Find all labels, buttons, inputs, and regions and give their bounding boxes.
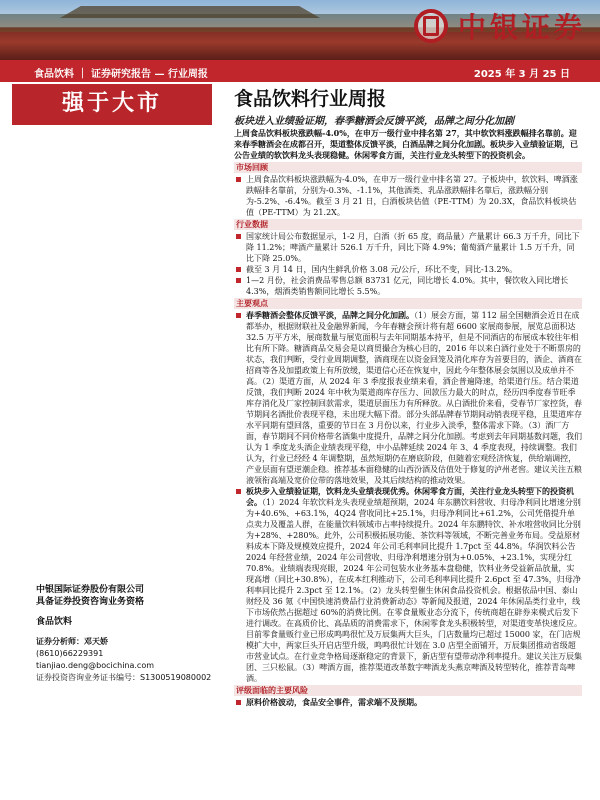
section-risks: 评级面临的主要风险 [234, 685, 582, 696]
qualification: 具备证券投资咨询业务资格 [36, 597, 145, 607]
lead-paragraph: 上周食品饮料板块涨跌幅-4.0%，在申万一级行业中排名第 27，其中软饮料涨跌幅排名靠前。迎来春季糖酒会在成都召开，渠道整体反馈平淡，白酒品牌之间分化加剧。板块步入业绩验证期，已公告业绩的软饮料龙头表现稳健。休闲零食方面，关注行业龙头转型下的投资机会。 [234, 128, 578, 160]
view-text: （1）2024 年软饮料龙头表现业绩超预期，2024 年东鹏饮料营收、归母净利同比增速分别为+40.6%、+63.1%，4Q24 营收同比+25.1%，归母净利同比+61.2%，公司凭借提升单点卖力及覆盖人群，在能量饮料领域市占率持续提升。2024 年东鹏特饮、补水啦营收同比分别为+28%、+280%。此外，公司积极拓展功能、茶饮料等领域，不断完善业务布局。受益原材料成本下降及规模效应提升，2024 年公司毛利率同比提升 1.7pct 至 44.8%。华润饮料公告 2024 年经营业绩，2024 年公司营收、归母净利增速分别为+0.05%、+23.1%，实现分红 70.8%。业绩端表现亮眼，2024 年公司包装水业务基本盘稳健，饮料业务受益新品放量，实现高增（同比+30.8%），在成本红利推动下，公司毛利率同比提升 2.6pct 至 47.3%，归母净利率同比提升 2.3pct 至 12.1%。（2）龙头转型催生休闲食品投资机会。根据依品中国、泰山财经及 36 氪《中国快速消费品行业消费新动态》等新闻及报道，2024 年休闲品类行业中，线下市场依然占据超过 60%的消费比例。在零食量贩业态分流下，传统商超在辟券来模式后发下进行调改。在高质价比、高品质的消费需求下，休闲零食龙头积极转型，对渠道变革快速反应。目前零食量贩行业已形成鸣鸣很忙及万辰集两大巨头，门店数量均已超过 15000 家，在门店规模扩大中，两家巨头开启店型升级，鸣鸣很忙计划在 3.0 店型全面铺开，万辰集团推动省级超市营业试点。在行业竞争格局逐渐稳定的背景下，新店型有望带动净利率提升。建议关注万辰集团、三只松鼠。（3）啤酒方面，推荐渠道改革数字啤酒龙头燕京啤酒及转型转化，推荐青岛啤酒。 [246, 498, 582, 683]
sidebar-info [36, 584, 226, 684]
company-name: 中银国际证券股份有限公司 [36, 585, 145, 595]
analyst-name: 证券分析师：邓天娇 [36, 637, 108, 646]
bank-logo-icon [414, 9, 448, 43]
industry-label: 食品饮料 [36, 617, 73, 627]
section-data: 行业数据 [234, 219, 582, 230]
report-topbar [0, 60, 600, 82]
data-bullet: 国家统计局公布数据显示，1-2 月，白酒（折 65 度，商品量）产量累计 66.3 万千升，同比下降 11.2%；啤酒产量累计 526.1 万千升，同比下降 4.9%；葡萄酒产量累计 1.5 万千升，同比下降 25.0%。 [234, 231, 582, 264]
section-views: 主要观点 [234, 298, 582, 309]
view-bullet [234, 486, 582, 684]
analyst-license: 证券投资咨询业务证书编号：S1300519080002 [36, 673, 212, 682]
report-category: 食品饮料 ｜ 证券研究报告 — 行业周报 [34, 69, 208, 80]
analyst-phone: (8610)66229391 [36, 649, 104, 658]
view-lead: 春季糖酒会整体反馈平淡，品牌之间分化加剧。 [246, 310, 414, 320]
data-bullet: 1—2 月份，社会消费品零售总额 83731 亿元，同比增长 4.0%。其中，餐饮收入同比增长 4.3%，烟酒类销售额同比增长 5.5%。 [234, 275, 582, 297]
section-market: 市场回顾 [234, 162, 582, 173]
eaves-graphic [60, 6, 320, 18]
logo-text: 中银证券 [457, 11, 586, 44]
analyst-email[interactable]: tianjiao.deng@bocichina.com [36, 661, 155, 670]
view-text: （1）展会方面，第 112 届全国糖酒会近日在成都举办，根据财联社及金融界新闻，今年春糖会预计将有超 6600 家展商参展，展览总面积达 32.5 万平方米，展商数量与展览面积与去年同期基本持平，但是不同酒店的布展成本较往年相比有所下降。糖酒商品交易会是以商贸撮合为核心目的，2016 年以来白酒行业处于不断票房的状态，我们判断，受行业周期调整，酒商现在以资金回笼及消化库存为首要目的，酒企、酒商在招商等各及加盟政策上有所放缓，渠道信心还在恢复中，因此今年整体展会氛围以及成单并不高。（2）渠道方面，从 2024 年 3 季度报表业绩来看，酒企普遍降速，给渠道行压。结合渠道反馈，我们判断 2024 年中秋为渠道商库存压力、回款压力最大的时点，经历四季度春节旺季库存消化及厂家控制回款需求，渠道层面压力有所释放。从白酒批价来看，受春节厂家控货，春节期间名酒批价表现平稳，未出现大幅下滑。部分头部品牌春节期间动销表现平稳，且渠道库存水平同期有望回落，重要的节日在 3 月份以来，行业步入淡季，整体需求下降。（3）酒厂方面，春节期间不同价格带名酒集中度提升，品牌之间分化加剧。考虑到去年同期基数问题，我们认为 1 季度龙头酒企业绩表现平稳，中小品牌延续 2024 年 3、4 季度表现，持续调整。我们认为，行业已经经 4 年调整期，虽然短期仍在磨底阶段，但随着宏观经济恢复，供给端调控，产业层面有望逆潮企稳。推荐基本面稳健的山西汾酒及估值处于修复的泸州老窖。建议关注五粮液领衔高端及宽价位带的落地效果，及其后续结构的推动效果。 [246, 311, 582, 485]
company-logo [414, 6, 586, 46]
view-lead: 板块步入业绩验证期，饮料龙头业绩表现优秀。休闲零食方面，关注行业龙头转型下的投资机会。 [246, 486, 574, 507]
report-subtitle: 板块进入业绩验证期，春季糖酒会反馈平淡，品牌之间分化加剧 [234, 116, 514, 127]
data-bullet: 截至 3 月 14 日，国内生鲜乳价格 3.08 元/公斤，环比不变，同比-13.2%。 [234, 264, 582, 275]
market-bullet: 上周食品饮料板块涨跌幅为-4.0%，在申万一级行业中排名第 27。子板块中，软饮料、啤酒涨跌幅排名靠前，分别为-0.3%、-1.1%，其他酒类、乳品涨跌幅排名靠后，涨跌幅分别为-5.2%、-6.4%。截至 3 月 21 日，白酒板块估值（PE-TTM）为 20.3X，食品饮料板块估值（PE-TTM）为 21.2X。 [234, 174, 582, 218]
view-bullet [234, 310, 582, 486]
risk-bullet: 原料价格波动，食品安全事件，需求端不及预期。 [234, 697, 582, 708]
report-date: 2025 年 3 月 25 日 [473, 69, 570, 80]
report-title: 食品饮料行业周报 [234, 88, 387, 110]
main-content [234, 128, 582, 708]
header-banner [0, 0, 600, 60]
rating-badge: 强于大市 [12, 84, 212, 124]
rating-divider [12, 124, 212, 125]
